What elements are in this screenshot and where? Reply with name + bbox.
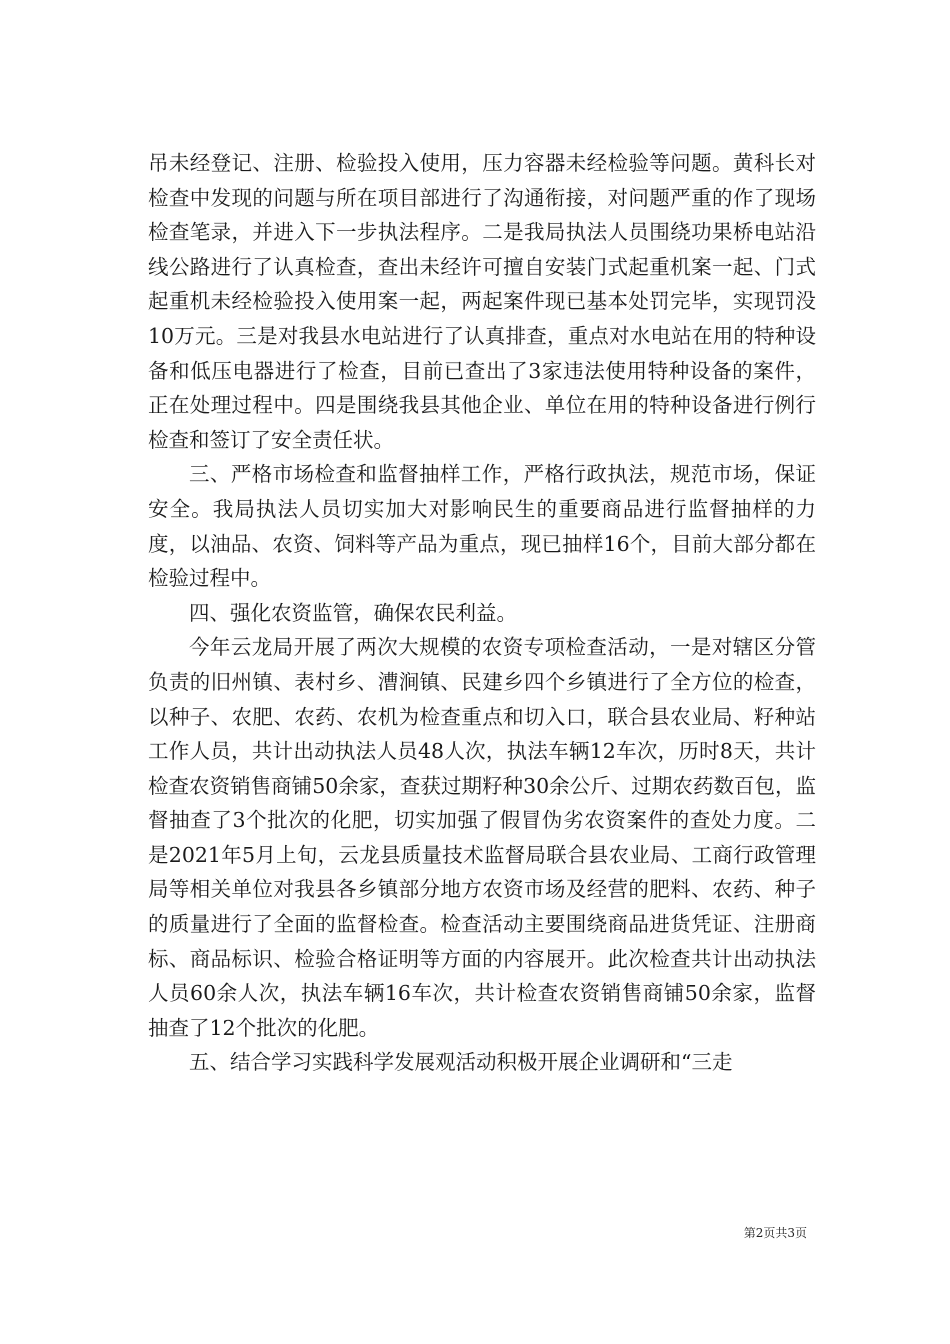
paragraph-section-three: 三、严格市场检查和监督抽样工作，严格行政执法，规范市场，保证安全。我局执法人员切实加大对影响民生的重要商品进行监督抽样的力度，以油品、农资、饲料等产品为重点，现已抽样16个，目前大部分都在检验过程中。	[148, 462, 816, 591]
paragraph-section-four-body: 今年云龙局开展了两次大规模的农资专项检查活动，一是对辖区分管负责的旧州镇、表村乡、漕涧镇、民建乡四个乡镇进行了全方位的检查，以种子、农肥、农药、农机为检查重点和切入口，联合县农业局、籽种站工作人员，共计出动执法人员48人次，执法车辆12车次，历时8天，共计检查农资销售商铺50余家，查获过期籽种30余公斤、过期农药数百包，监督抽查了3个批次的化肥，切实加强了假冒伪劣农资案件的查处力度。二是2021年5月上旬，云龙县质量技术监督局联合县农业局、工商行政管理局等相关单位对我县各乡镇部分地方农资市场及经营的肥料、农药、种子的质量进行了全面的监督检查。检查活动主要围绕商品进货凭证、注册商标、商品标识、检验合格证明等方面的内容展开。此次检查共计出动执法人员60余人次，执法车辆16车次，共计检查农资销售商铺50余家，监督抽查了12个批次的化肥。	[148, 635, 816, 1040]
document-body	[148, 146, 816, 1080]
paragraph-section-five-start: 五、结合学习实践科学发展观活动积极开展企业调研和“三走	[189, 1050, 733, 1075]
paragraph-continued: 吊未经登记、注册、检验投入使用，压力容器未经检验等问题。黄科长对检查中发现的问题与所在项目部进行了沟通衔接，对问题严重的作了现场检查笔录，并进入下一步执法程序。二是我局执法人员围绕功果桥电站沿线公路进行了认真检查，查出未经许可擅自安装门式起重机案一起、门式起重机未经检验投入使用案一起，两起案件现已基本处罚完毕，实现罚没10万元。三是对我县水电站进行了认真排查，重点对水电站在用的特种设备和低压电器进行了检查，目前已查出了3家违法使用特种设备的案件，正在处理过程中。四是围绕我县其他企业、单位在用的特种设备进行例行检查和签订了安全责任状。	[148, 151, 816, 452]
heading-section-four: 四、强化农资监管，确保农民利益。	[189, 600, 517, 625]
page-number: 第2页共3页	[743, 1226, 807, 1240]
